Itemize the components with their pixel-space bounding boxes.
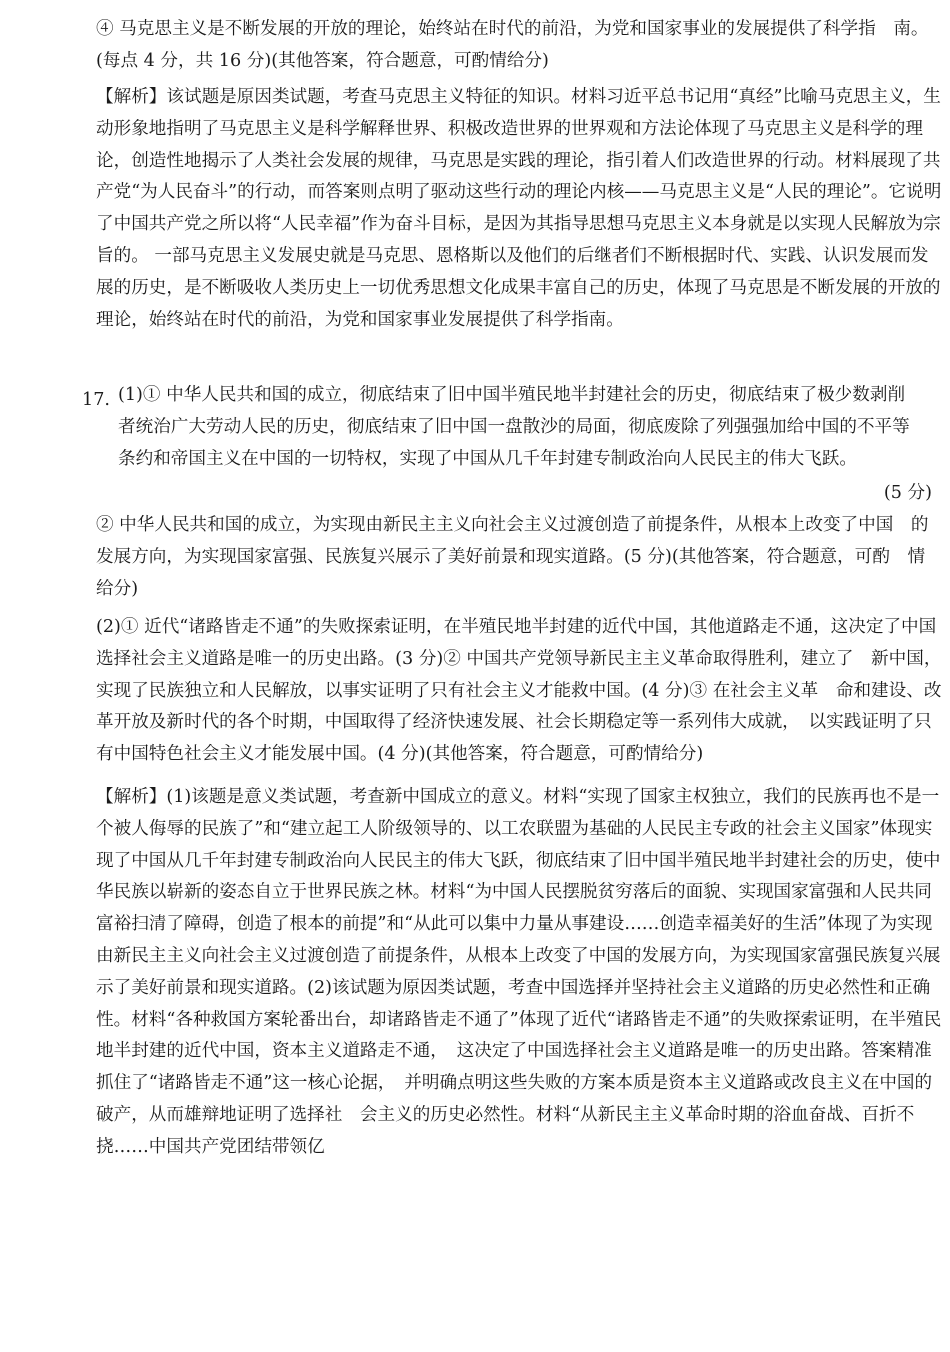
q17-part1-score: (5 分) — [883, 483, 932, 503]
question-number-17: 17. — [82, 390, 110, 410]
answer-point-4: ④ 马克思主义是不断发展的开放的理论，始终站在时代的前沿，为党和国家事业的发展提供了科学指 南。(每点 4 分，共 16 分)(其他答案，符合题意，可酌情给分) — [96, 19, 929, 71]
q17-analysis: 【解析】(1)该题是意义类试题，考查新中国成立的意义。材料“实现了国家主权独立，我们的民族再也不是一个被人侮辱的民族了”和“建立起工人阶级领导的、以工农联盟为基础的人民民主专政的社会主义国家”体现实现了中国从几千年封建专制政治向人民民主的伟大飞跃，彻底结束了旧中国半殖民地半封建社会的历史，使中华民族以崭新的姿态自立于世界民族之林。材料“为中国人民摆脱贫穷落后的面貌、实现国家富强和人民共同富裕扫清了障碍，创造了根本的前提”和“从此可以集中力量从事建设……创造幸福美好的生活”体现了为实现由新民主主义向社会主义过渡创造了前提条件，从根本上改变了中国的发展方向，为实现国家富强民族复兴展示了美好前景和现实道路。(2)该试题为原因类试题，考查中国选择并坚持社会主义道路的历史必然性和正确性。材料“各种救国方案轮番出台，却诸路皆走不通了”体现了近代“诸路皆走不通”的失败探索证明，在半殖民地半封建的近代中国，资本主义道路走不通， 这决定了中国选择社会主义道路是唯一的历史出路。答案精准抓住了“诸路皆走不通”这一核心论据， 并明确点明这些失败的方案本质是资本主义道路或改良主义在中国的破产，从而雄辩地证明了选择社 会主义的历史必然性。材料“从新民主主义革命时期的浴血奋战、百折不挠……中国共产党团结带领亿 — [96, 787, 942, 1157]
q17-part2-answer: (2)① 近代“诸路皆走不通”的失败探索证明，在半殖民地半封建的近代中国，其他道路走不通，这决定了中国选择社会主义道路是唯一的历史出路。(3 分)② 中国共产党领导新民主主义革命取得胜利，建立了 新中国，实现了民族独立和人民解放，以事实证明了只有社会主义才能救中国。(4 分)③ 在社会主义革 命和建设、改革开放及新时代的各个时期，中国取得了经济快速发展、社会长期稳定等一系列伟大成就， 以实践证明了只有中国特色社会主义才能发展中国。(4 分)(其他答案，符合题意，可酌情给分) — [96, 617, 942, 765]
q17-part1-answer-1: (1)① 中华人民共和国的成立，彻底结束了旧中国半殖民地半封建社会的历史，彻底结束了极少数剥削 者统治广大劳动人民的历史，彻底结束了旧中国一盘散沙的局面，彻底废除了列强强加给中国的不平等 条约和帝国主义在中国的一切特权，实现了中国从几千年封建专制政治向人民民主的伟大飞跃。 — [118, 385, 928, 469]
analysis-paragraph-16: 【解析】该试题是原因类试题，考查马克思主义特征的知识。材料习近平总书记用“真经”比喻马克思主义，生动形象地指明了马克思主义是科学解释世界、积极改造世界的世界观和方法论体现了马克思主义是科学的理论，创造性地揭示了人类社会发展的规律，马克思是实践的理论，指引着人们改造世界的行动。材料展现了共产党“为人民奋斗”的行动，而答案则点明了驱动这些行动的理论内核——马克思主义是“人民的理论”。它说明了中国共产党之所以将“人民幸福”作为奋斗目标，是因为其指导思想马克思主义本身就是以实现人民解放为宗旨的。 一部马克思主义发展史就是马克思、恩格斯以及他们的后继者们不断根据时代、实践、认识发展而发展的历史，是不断吸收人类历史上一切优秀思想文化成果丰富自己的历史，体现了马克思是不断发展的开放的理论，始终站在时代的前沿，为党和国家事业发展提供了科学指南。 — [96, 87, 942, 330]
q17-part1-answer-2: ② 中华人民共和国的成立，为实现由新民主主义向社会主义过渡创造了前提条件，从根本上改变了中国 的发展方向，为实现国家富强、民族复兴展示了美好前景和现实道路。(5 分)(其他答案，符合题意，可酌 情给分) — [96, 515, 929, 599]
